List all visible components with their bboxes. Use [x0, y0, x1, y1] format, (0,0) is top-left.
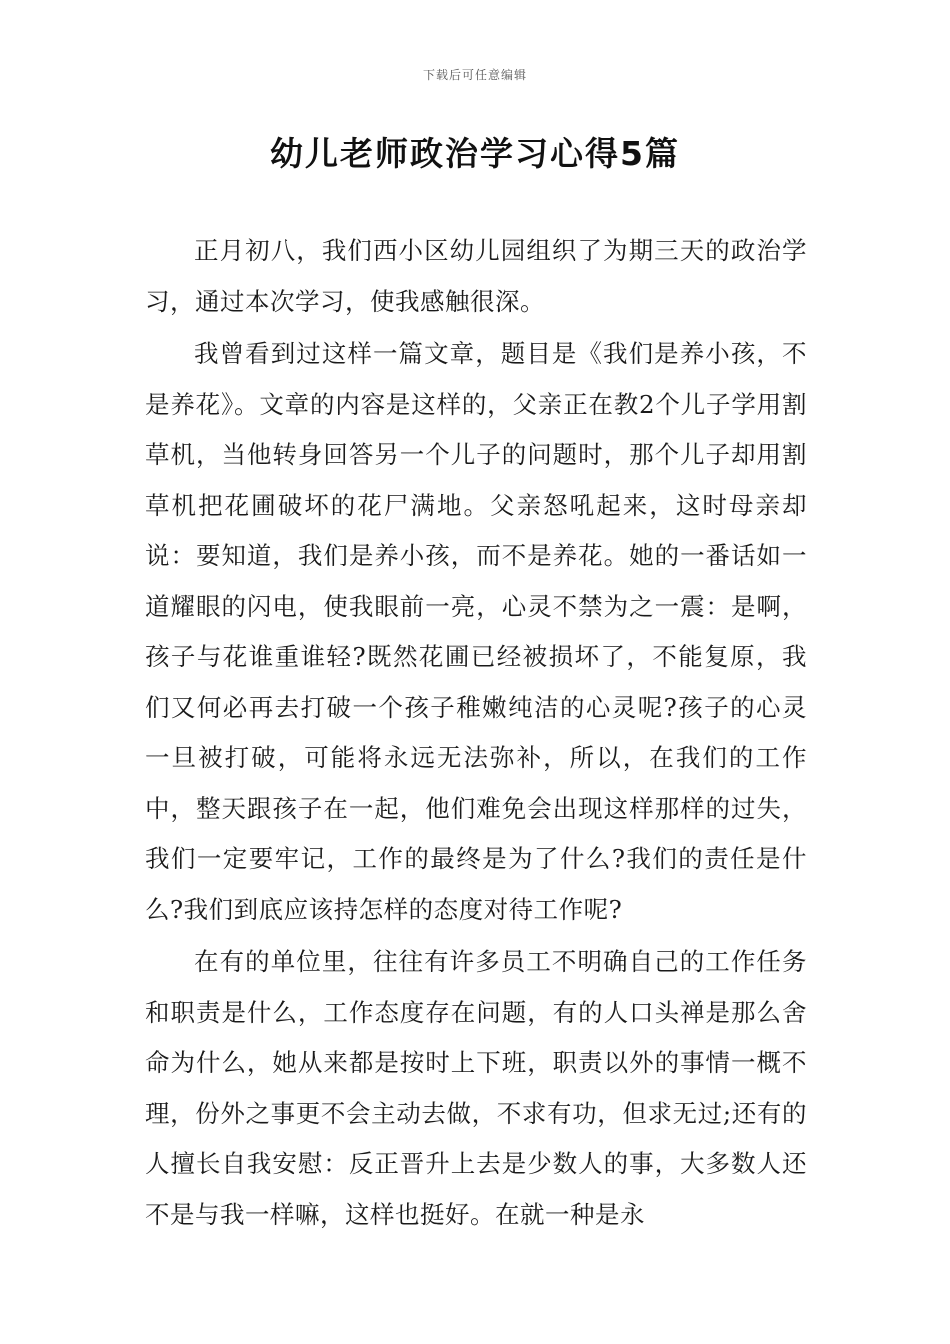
document-body: [145, 226, 807, 1242]
document-title: 幼儿老师政治学习心得5篇: [270, 134, 680, 173]
paragraph: 正月初八，我们西小区幼儿园组织了为期三天的政治学习，通过本次学习，使我感触很深。: [145, 236, 807, 316]
header-note: 下载后可任意编辑: [422, 68, 527, 82]
paragraph: 在有的单位里，往往有许多员工不明确自己的工作任务和职责是什么，工作态度存在问题，有的人口头禅是那么舍命为什么，她从来都是按时上下班，职责以外的事情一概不理，份外之事更不会主动去做，不求有功，但求无过;还有的人擅长自我安慰：反正晋升上去是少数人的事，大多数人还不是与我一样嘛，这样也挺好。在就一种是永: [145, 947, 807, 1229]
paragraph: 我曾看到过这样一篇文章，题目是《我们是养小孩，不是养花》。文章的内容是这样的，父亲正在教2个儿子学用割草机，当他转身回答另一个儿子的问题时，那个儿子却用割草机把花圃破坏的花尸满地。父亲怒吼起来，这时母亲却说：要知道，我们是养小孩，而不是养花。她的一番话如一道耀眼的闪电，使我眼前一亮，心灵不禁为之一震：是啊，孩子与花谁重谁轻?既然花圃已经被损坏了，不能复原，我们又何必再去打破一个孩子稚嫩纯洁的心灵呢?孩子的心灵一旦被打破，可能将永远无法弥补，所以，在我们的工作中，整天跟孩子在一起，他们难免会出现这样那样的过失，我们一定要牢记，工作的最终是为了什么?我们的责任是什么?我们到底应该持怎样的态度对待工作呢?: [145, 339, 807, 924]
